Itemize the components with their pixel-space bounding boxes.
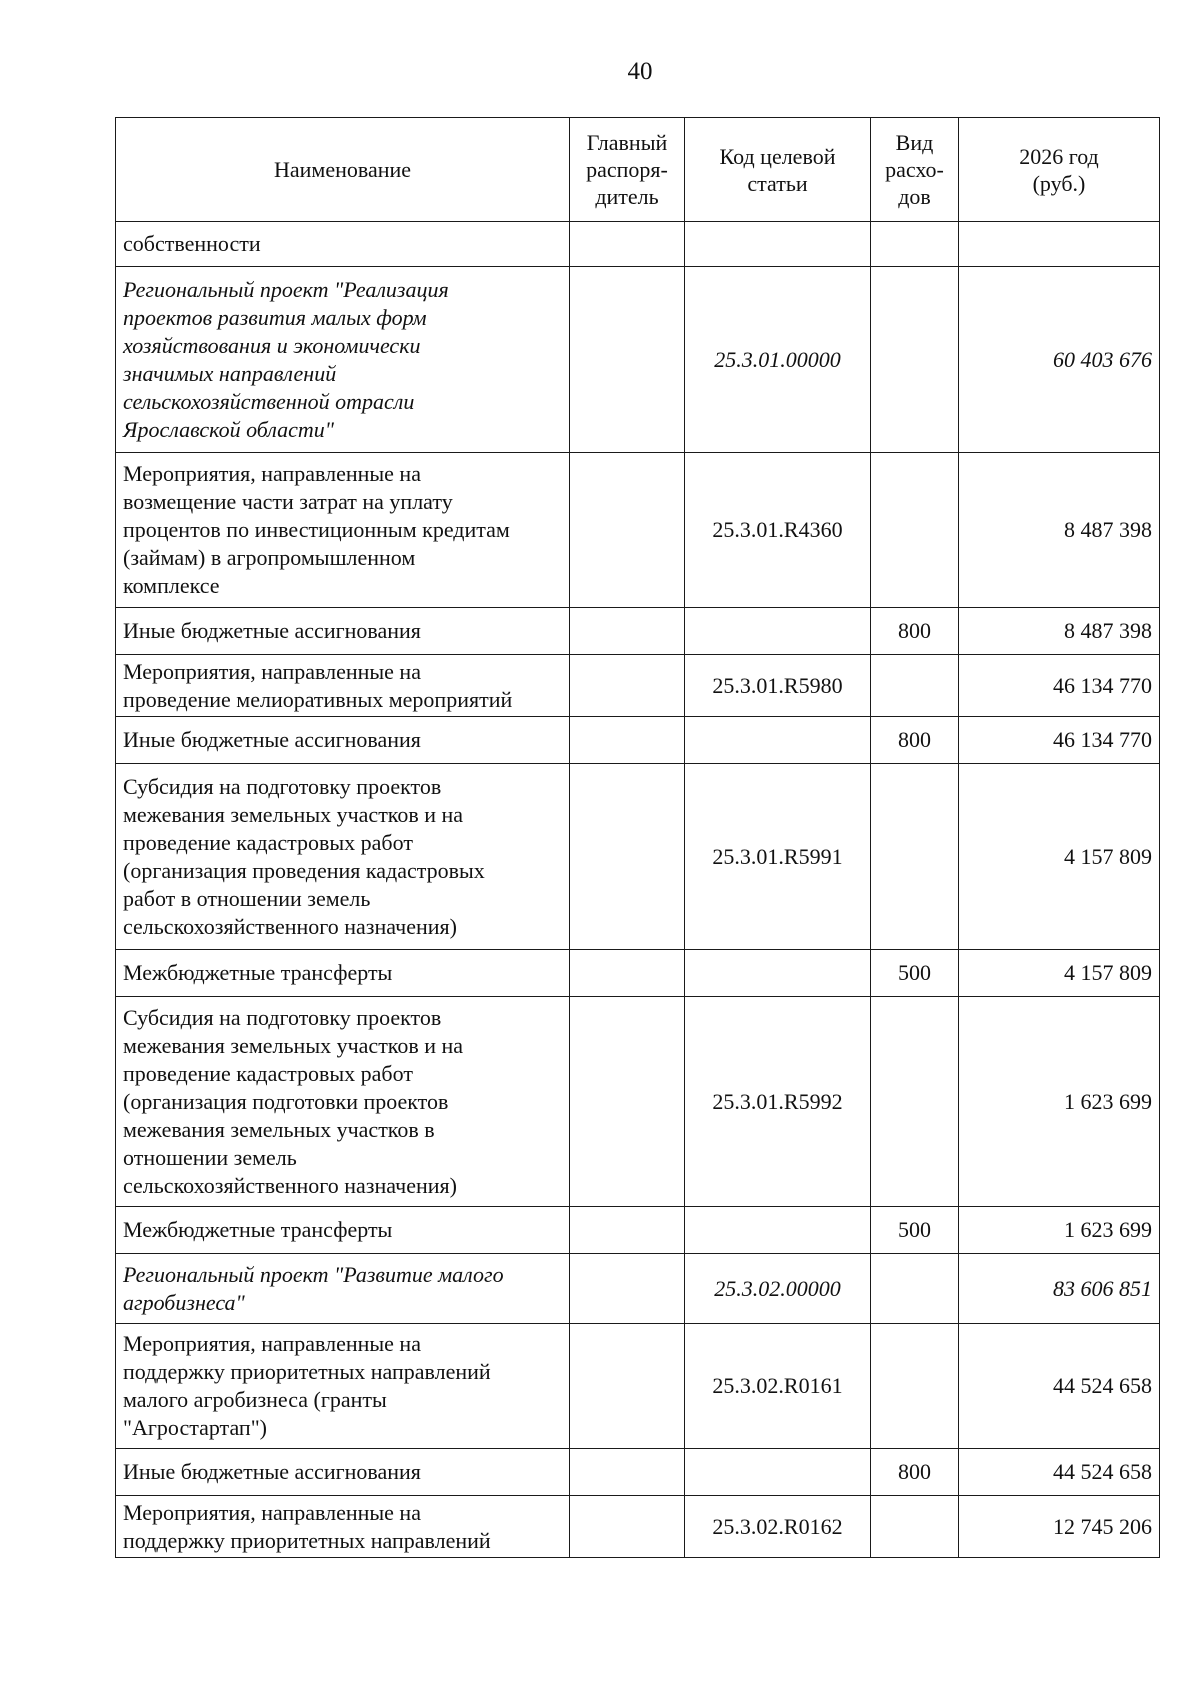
row-ministry (570, 997, 685, 1207)
header-ministry: Главный распоря- дитель (570, 118, 685, 222)
row-kind: 500 (871, 950, 959, 997)
row-amount: 83 606 851 (959, 1254, 1160, 1324)
row-name: Мероприятия, направленные на проведение мелиоративных мероприятий (116, 655, 570, 717)
row-code: 25.3.01.R4360 (685, 453, 871, 608)
row-name: собственности (116, 222, 570, 267)
row-amount: 44 524 658 (959, 1449, 1160, 1496)
row-kind (871, 1324, 959, 1449)
table-row (116, 950, 1160, 997)
table-row (116, 1254, 1160, 1324)
table-row (116, 764, 1160, 950)
row-amount: 46 134 770 (959, 717, 1160, 764)
row-ministry (570, 267, 685, 453)
row-kind (871, 453, 959, 608)
row-ministry (570, 950, 685, 997)
row-amount (959, 222, 1160, 267)
row-kind (871, 1496, 959, 1558)
row-amount: 46 134 770 (959, 655, 1160, 717)
row-code: 25.3.01.00000 (685, 267, 871, 453)
row-kind: 800 (871, 608, 959, 655)
row-ministry (570, 1324, 685, 1449)
row-code (685, 717, 871, 764)
page-number: 40 (627, 58, 653, 85)
row-amount: 44 524 658 (959, 1324, 1160, 1449)
row-name: Мероприятия, направленные на поддержку приоритетных направлений малого агробизнеса (гранты "Агростартап") (116, 1324, 570, 1449)
row-ministry (570, 608, 685, 655)
table-row (116, 1207, 1160, 1254)
row-kind (871, 764, 959, 950)
row-amount: 1 623 699 (959, 1207, 1160, 1254)
row-kind (871, 655, 959, 717)
row-kind (871, 997, 959, 1207)
row-kind: 800 (871, 717, 959, 764)
row-amount: 60 403 676 (959, 267, 1160, 453)
row-code (685, 950, 871, 997)
row-name: Региональный проект "Развитие малого агробизнеса" (116, 1254, 570, 1324)
row-code (685, 1207, 871, 1254)
budget-table (115, 117, 1160, 1558)
table-row (116, 267, 1160, 453)
row-code (685, 608, 871, 655)
row-ministry (570, 655, 685, 717)
table-row (116, 997, 1160, 1207)
row-name: Мероприятия, направленные на возмещение части затрат на уплату процентов по инвестиционным кредитам (займам) в агропромышленном комплексе (116, 453, 570, 608)
row-code: 25.3.01.R5992 (685, 997, 871, 1207)
row-ministry (570, 764, 685, 950)
table-row (116, 1324, 1160, 1449)
table-row (116, 453, 1160, 608)
row-code (685, 222, 871, 267)
table-row (116, 1449, 1160, 1496)
table-row (116, 1496, 1160, 1558)
row-amount: 4 157 809 (959, 950, 1160, 997)
header-year: 2026 год (руб.) (959, 118, 1160, 222)
header-code: Код целевой статьи (685, 118, 871, 222)
row-code: 25.3.01.R5980 (685, 655, 871, 717)
row-kind (871, 222, 959, 267)
row-name: Субсидия на подготовку проектов межевания земельных участков и на проведение кадастровых работ (организация проведения кадастровых работ в отношении земель сельскохозяйственного назначения) (116, 764, 570, 950)
row-kind: 500 (871, 1207, 959, 1254)
row-name: Субсидия на подготовку проектов межевания земельных участков и на проведение кадастровых работ (организация подготовки проектов межевания земельных участков в отношении земель сельскохозяйственного назначения) (116, 997, 570, 1207)
table-row (116, 608, 1160, 655)
row-code: 25.3.01.R5991 (685, 764, 871, 950)
table-row (116, 655, 1160, 717)
table-row (116, 717, 1160, 764)
row-kind (871, 1254, 959, 1324)
row-amount: 12 745 206 (959, 1496, 1160, 1558)
row-ministry (570, 1254, 685, 1324)
header-name: Наименование (116, 118, 570, 222)
row-code (685, 1449, 871, 1496)
row-name: Иные бюджетные ассигнования (116, 717, 570, 764)
row-kind (871, 267, 959, 453)
table-row (116, 222, 1160, 267)
row-name: Иные бюджетные ассигнования (116, 608, 570, 655)
row-code: 25.3.02.R0162 (685, 1496, 871, 1558)
row-ministry (570, 453, 685, 608)
row-ministry (570, 1449, 685, 1496)
table-body (116, 222, 1160, 1558)
row-ministry (570, 1207, 685, 1254)
row-ministry (570, 717, 685, 764)
row-name: Иные бюджетные ассигнования (116, 1449, 570, 1496)
row-amount: 8 487 398 (959, 608, 1160, 655)
row-amount: 4 157 809 (959, 764, 1160, 950)
row-name: Мероприятия, направленные на поддержку приоритетных направлений (116, 1496, 570, 1558)
row-kind: 800 (871, 1449, 959, 1496)
header-kind: Вид расхо- дов (871, 118, 959, 222)
row-name: Региональный проект "Реализация проектов развития малых форм хозяйствования и экономически значимых направлений сельскохозяйственной отрасли Ярославской области" (116, 267, 570, 453)
row-code: 25.3.02.R0161 (685, 1324, 871, 1449)
row-ministry (570, 222, 685, 267)
row-ministry (570, 1496, 685, 1558)
row-amount: 8 487 398 (959, 453, 1160, 608)
row-code: 25.3.02.00000 (685, 1254, 871, 1324)
row-name: Межбюджетные трансферты (116, 1207, 570, 1254)
table-header-row (116, 118, 1160, 222)
row-amount: 1 623 699 (959, 997, 1160, 1207)
row-name: Межбюджетные трансферты (116, 950, 570, 997)
